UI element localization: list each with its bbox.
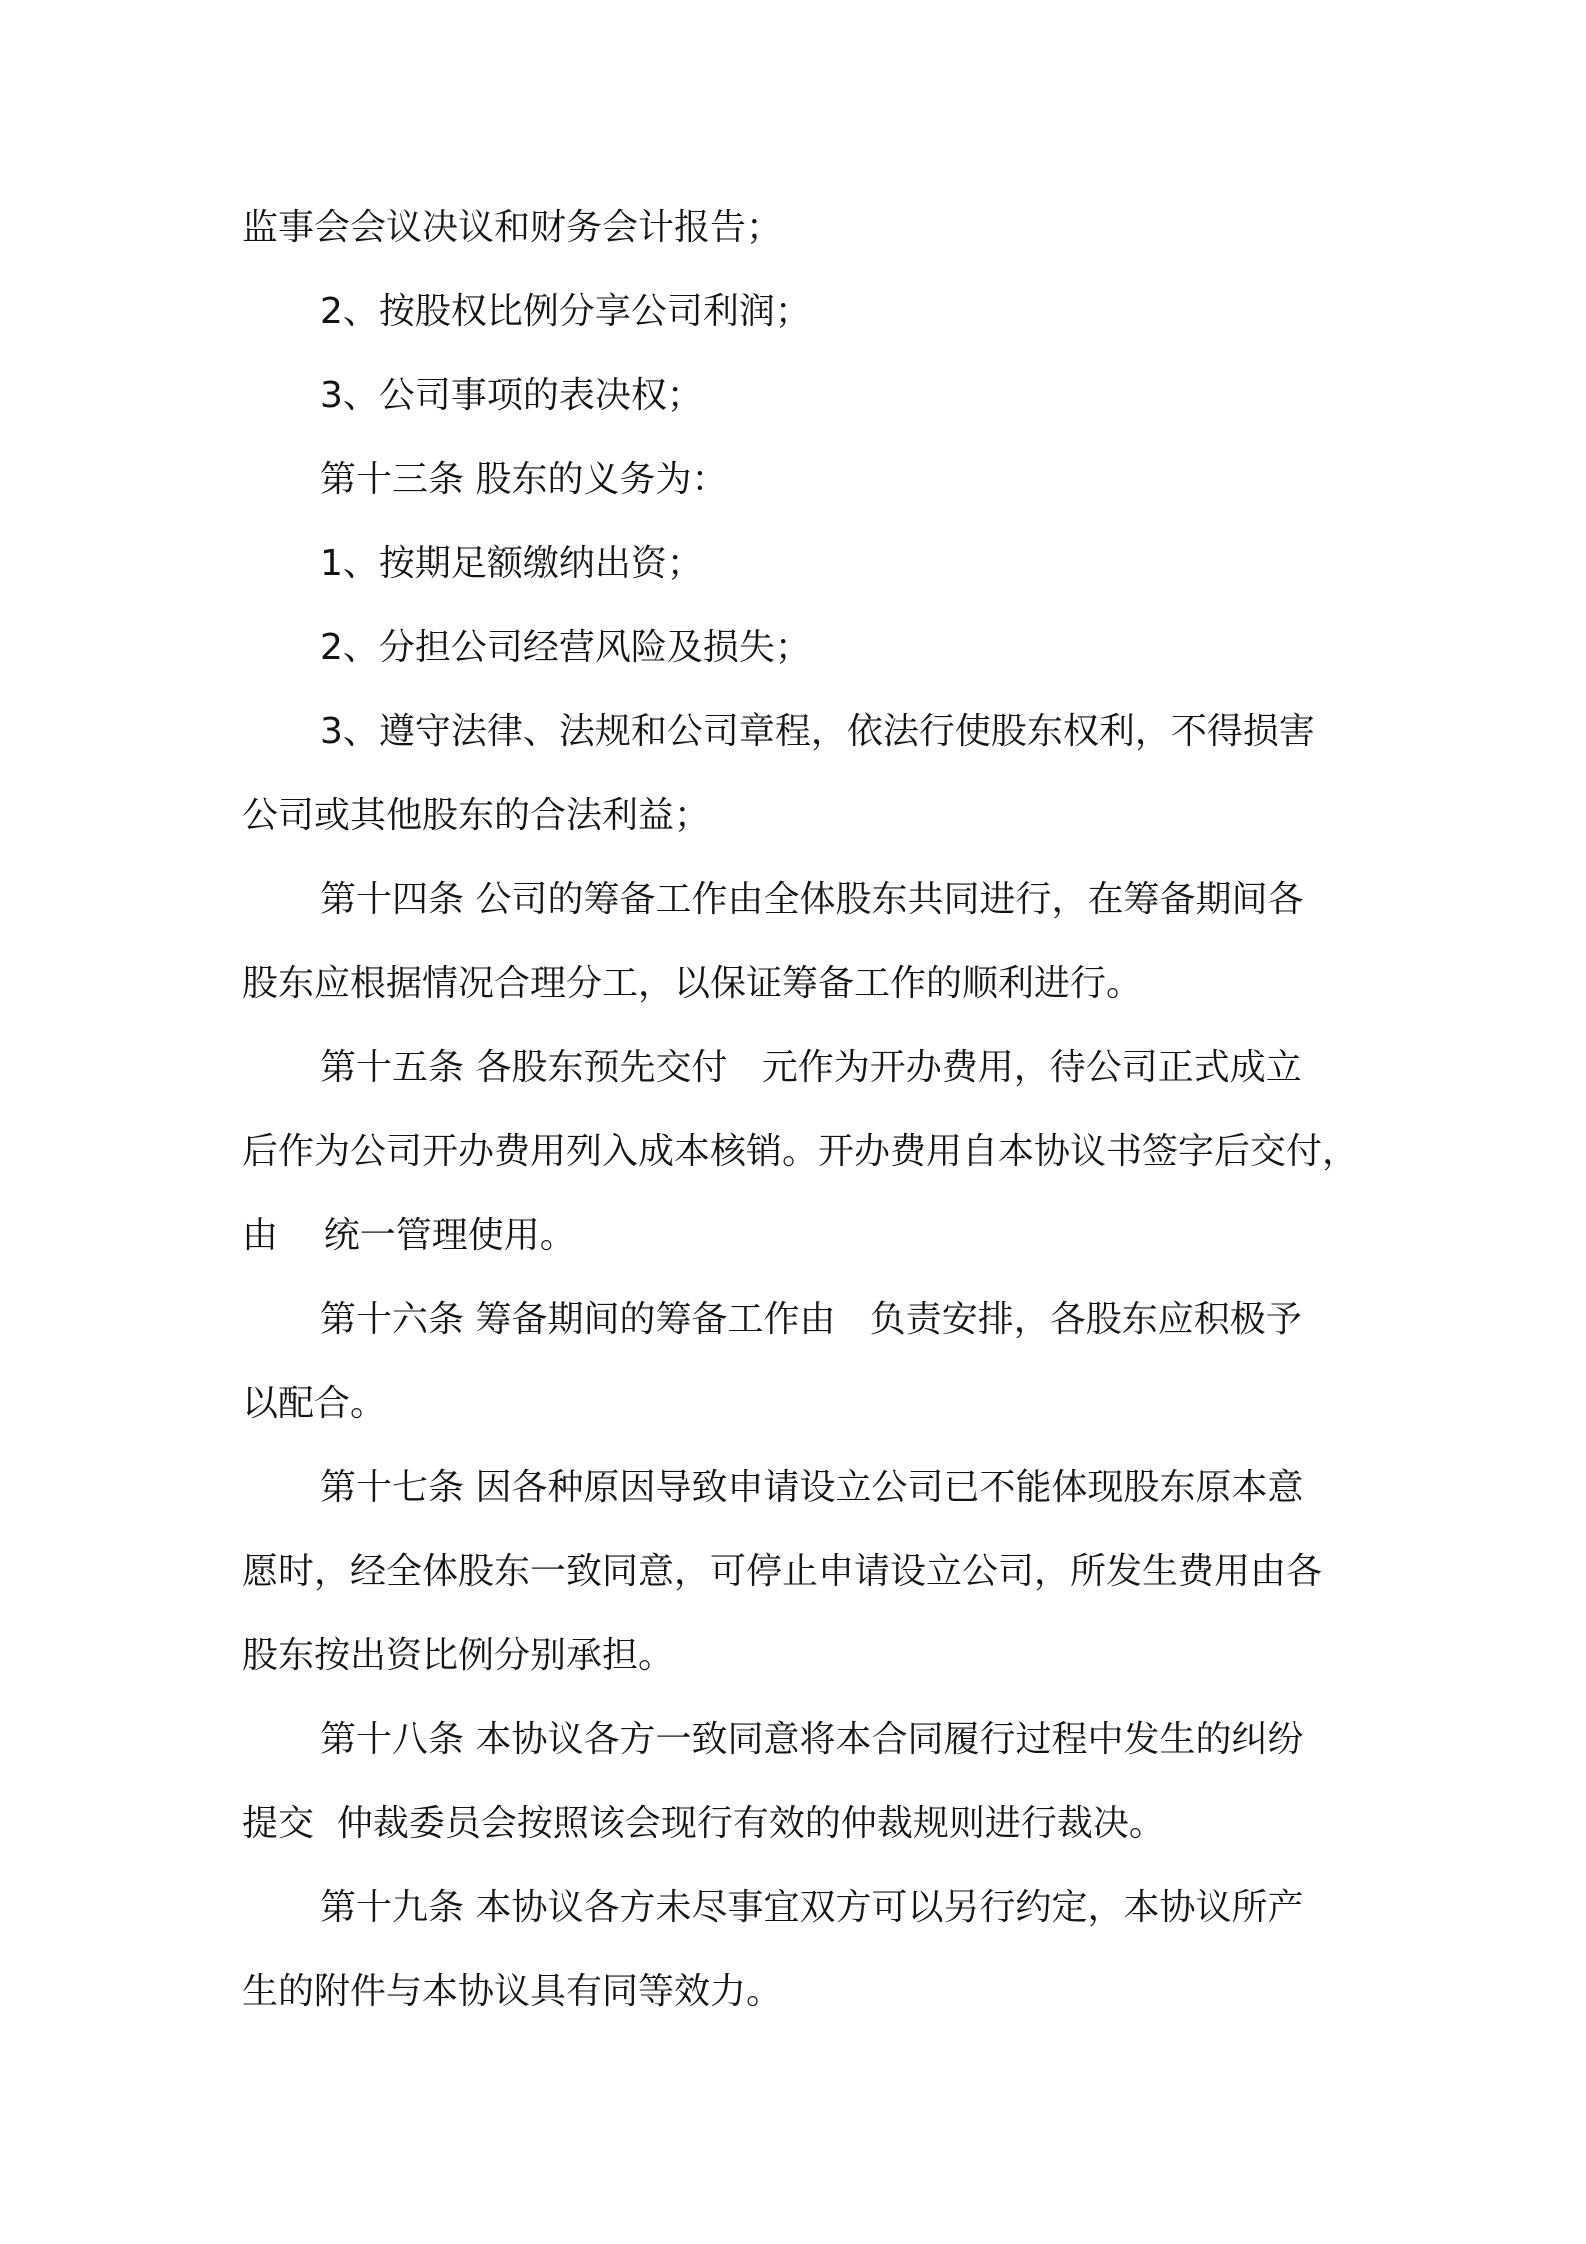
text-line: 3、遵守法律、法规和公司章程，依法行使股东权利，不得损害 bbox=[320, 711, 1315, 752]
text-line: 提交 仲裁委员会按照该会现行有效的仲裁规则进行裁决。 bbox=[242, 1803, 1165, 1844]
paragraph bbox=[0, 690, 1586, 858]
document-body bbox=[0, 186, 1586, 2034]
paragraph bbox=[0, 1446, 1586, 1698]
paragraph bbox=[0, 606, 1586, 690]
text-line: 第十四条 公司的筹备工作由全体股东共同进行，在筹备期间各 bbox=[320, 879, 1304, 920]
text-line: 第十九条 本协议各方未尽事宜双方可以另行约定，本协议所产 bbox=[320, 1887, 1304, 1928]
text-line: 第十六条 筹备期间的筹备工作由 负责安排，各股东应积极予 bbox=[320, 1299, 1302, 1340]
text-line: 监事会会议决议和财务会计报告； bbox=[242, 207, 783, 248]
paragraph bbox=[0, 1698, 1586, 1866]
paragraph bbox=[0, 1026, 1586, 1278]
text-line: 第十五条 各股东预先交付 元作为开办费用，待公司正式成立 bbox=[320, 1047, 1302, 1088]
paragraph bbox=[0, 858, 1586, 1026]
text-line: 第十三条 股东的义务为： bbox=[320, 459, 728, 500]
paragraph bbox=[0, 354, 1586, 438]
text-line: 股东应根据情况合理分工，以保证筹备工作的顺利进行。 bbox=[242, 963, 1143, 1004]
text-line: 第十七条 因各种原因导致申请设立公司已不能体现股东原本意 bbox=[320, 1467, 1304, 1508]
text-line: 第十八条 本协议各方一致同意将本合同履行过程中发生的纠纷 bbox=[320, 1719, 1304, 1760]
text-line: 1、按期足额缴纳出资； bbox=[320, 543, 703, 584]
text-line: 由 统一管理使用。 bbox=[242, 1215, 576, 1256]
paragraph bbox=[0, 1278, 1586, 1446]
paragraph bbox=[0, 1866, 1586, 2034]
text-line: 2、按股权比例分享公司利润； bbox=[320, 291, 811, 332]
paragraph bbox=[0, 270, 1586, 354]
paragraph bbox=[0, 522, 1586, 606]
paragraph bbox=[0, 186, 1586, 270]
text-line: 以配合。 bbox=[242, 1383, 387, 1424]
paragraph bbox=[0, 438, 1586, 522]
text-line: 公司或其他股东的合法利益； bbox=[242, 795, 711, 836]
text-line: 2、分担公司经营风险及损失； bbox=[320, 627, 811, 668]
text-line: 愿时，经全体股东一致同意，可停止申请设立公司，所发生费用由各 bbox=[242, 1551, 1323, 1592]
text-line: 3、公司事项的表决权； bbox=[320, 375, 703, 416]
text-line: 生的附件与本协议具有同等效力。 bbox=[242, 1971, 783, 2012]
text-line: 后作为公司开办费用列入成本核销。开办费用自本协议书签字后交付， bbox=[242, 1131, 1359, 1172]
text-line: 股东按出资比例分别承担。 bbox=[242, 1635, 675, 1676]
